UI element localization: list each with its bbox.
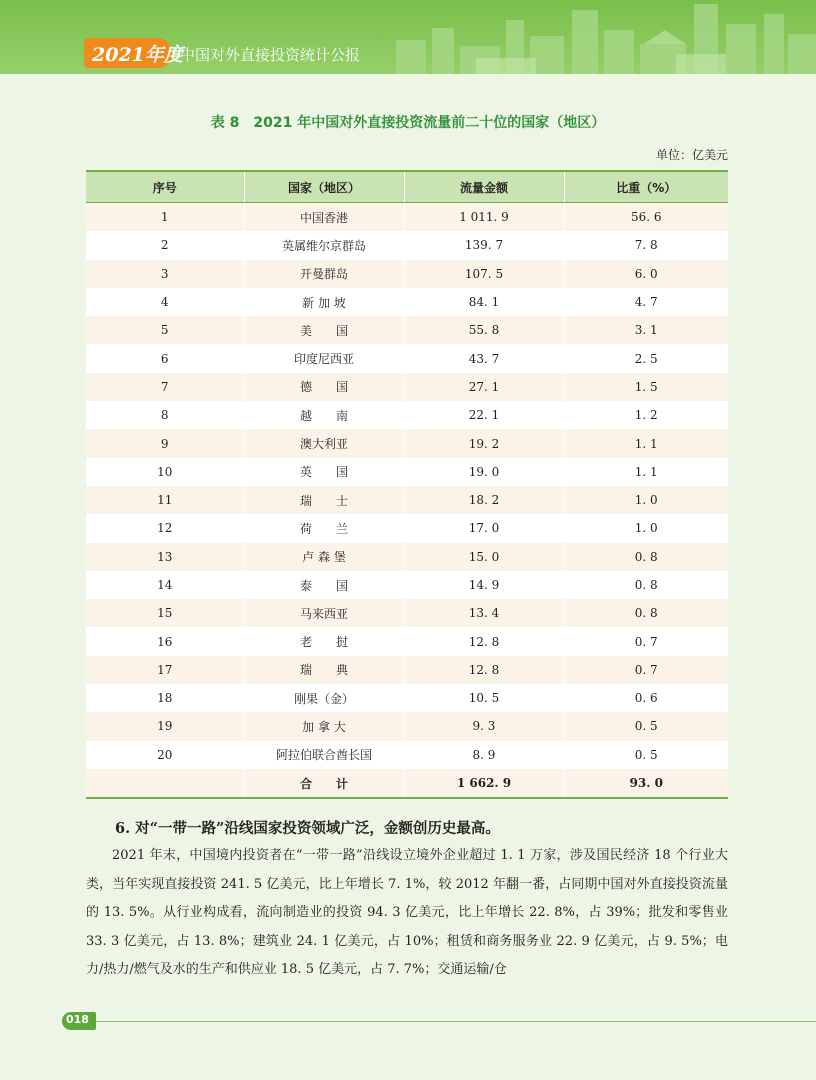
rank-cell: 2	[86, 231, 244, 259]
rank-cell: 4	[86, 288, 244, 316]
rank-cell: 11	[86, 486, 244, 514]
share-cell: 0. 8	[564, 543, 728, 571]
report-year: 2021年度	[92, 44, 183, 66]
share-cell: 7. 8	[564, 231, 728, 259]
table-row	[86, 684, 728, 712]
country-cell: 老 挝	[244, 627, 404, 655]
rank-cell: 9	[86, 429, 244, 457]
share-cell: 1. 1	[564, 458, 728, 486]
table-row	[86, 288, 728, 316]
share-cell: 0. 5	[564, 741, 728, 769]
share-cell: 0. 7	[564, 627, 728, 655]
rank-cell: 8	[86, 401, 244, 429]
table-row	[86, 429, 728, 457]
rank-cell: 1	[86, 203, 244, 232]
country-cell: 澳大利亚	[244, 429, 404, 457]
table-row	[86, 401, 728, 429]
table-row	[86, 203, 728, 232]
share-cell: 4. 7	[564, 288, 728, 316]
page-number: 018	[66, 1013, 89, 1026]
amount-cell: 12. 8	[404, 627, 564, 655]
body-paragraph: 2021 年末，中国境内投资者在“一带一路”沿线设立境外企业超过 1. 1 万家，涉及国民经济 18 个行业大类，当年实现直接投资 241. 5 亿美元，比上年增长 7. 1%，较 2012 年翻一番，占同期中国对外直接投资流量的 13. 5%。从行业构成看，流向制造业的投资 94. 3 亿美元，比上年增长 22. 8%，占 39%；批发和零售业 33. 3 亿美元，占 13. 8%；建筑业 24. 1 亿美元，占 10%；租赁和商务服务业 22. 9 亿美元，占 9. 5%；电力/热力/燃气及水的生产和供应业 18. 5 亿美元，占 7. 7%；交通运输/仓	[86, 848, 728, 977]
rank-cell: 17	[86, 656, 244, 684]
table-row	[86, 571, 728, 599]
country-cell: 开曼群岛	[244, 260, 404, 288]
country-cell: 英 国	[244, 458, 404, 486]
rank-cell: 20	[86, 741, 244, 769]
share-cell: 1. 1	[564, 429, 728, 457]
country-cell: 美 国	[244, 316, 404, 344]
rank-cell: 7	[86, 373, 244, 401]
column-header-share: 比重（%）	[564, 171, 728, 203]
share-cell: 1. 0	[564, 514, 728, 542]
table-row	[86, 627, 728, 655]
share-cell: 1. 0	[564, 486, 728, 514]
amount-cell: 107. 5	[404, 260, 564, 288]
investment-flow-table	[86, 170, 728, 799]
country-cell: 英属维尔京群岛	[244, 231, 404, 259]
section-heading: 6. 对“一带一路”沿线国家投资领域广泛，金额创历史最高。	[115, 820, 500, 837]
table-row	[86, 514, 728, 542]
country-cell: 阿拉伯联合酋长国	[244, 741, 404, 769]
amount-cell: 19. 2	[404, 429, 564, 457]
table-row	[86, 373, 728, 401]
amount-cell: 18. 2	[404, 486, 564, 514]
footer-divider	[96, 1021, 816, 1022]
rank-cell: 16	[86, 627, 244, 655]
rank-cell: 13	[86, 543, 244, 571]
country-cell: 新 加 坡	[244, 288, 404, 316]
total-amount-cell: 1 662. 9	[404, 769, 564, 798]
table-row	[86, 543, 728, 571]
country-cell: 中国香港	[244, 203, 404, 232]
table-row	[86, 712, 728, 740]
amount-cell: 139. 7	[404, 231, 564, 259]
share-cell: 0. 6	[564, 684, 728, 712]
rank-cell: 14	[86, 571, 244, 599]
share-cell: 1. 2	[564, 401, 728, 429]
share-cell: 0. 8	[564, 599, 728, 627]
table-row	[86, 344, 728, 372]
rank-cell: 19	[86, 712, 244, 740]
total-rank-cell	[86, 769, 244, 798]
country-cell: 马来西亚	[244, 599, 404, 627]
table-row	[86, 656, 728, 684]
rank-cell: 12	[86, 514, 244, 542]
share-cell: 1. 5	[564, 373, 728, 401]
share-cell: 3. 1	[564, 316, 728, 344]
country-cell: 印度尼西亚	[244, 344, 404, 372]
column-header-rank: 序号	[86, 171, 244, 203]
table-unit: 单位：亿美元	[655, 148, 728, 162]
amount-cell: 15. 0	[404, 543, 564, 571]
amount-cell: 22. 1	[404, 401, 564, 429]
table-row	[86, 260, 728, 288]
table-row	[86, 316, 728, 344]
table-header-row	[86, 171, 728, 203]
amount-cell: 9. 3	[404, 712, 564, 740]
column-header-amount: 流量金额	[404, 171, 564, 203]
country-cell: 泰 国	[244, 571, 404, 599]
amount-cell: 1 011. 9	[404, 203, 564, 232]
column-header-country: 国家（地区）	[244, 171, 404, 203]
header-banner	[0, 0, 816, 74]
country-cell: 卢 森 堡	[244, 543, 404, 571]
country-cell: 加 拿 大	[244, 712, 404, 740]
amount-cell: 27. 1	[404, 373, 564, 401]
country-cell: 德 国	[244, 373, 404, 401]
rank-cell: 6	[86, 344, 244, 372]
amount-cell: 12. 8	[404, 656, 564, 684]
amount-cell: 19. 0	[404, 458, 564, 486]
amount-cell: 17. 0	[404, 514, 564, 542]
amount-cell: 55. 8	[404, 316, 564, 344]
share-cell: 2. 5	[564, 344, 728, 372]
country-cell: 瑞 士	[244, 486, 404, 514]
amount-cell: 43. 7	[404, 344, 564, 372]
rank-cell: 3	[86, 260, 244, 288]
amount-cell: 14. 9	[404, 571, 564, 599]
total-label-cell: 合 计	[244, 769, 404, 798]
table-row	[86, 599, 728, 627]
rank-cell: 5	[86, 316, 244, 344]
share-cell: 56. 6	[564, 203, 728, 232]
table-row	[86, 458, 728, 486]
total-share-cell: 93. 0	[564, 769, 728, 798]
country-cell: 刚果（金）	[244, 684, 404, 712]
share-cell: 0. 5	[564, 712, 728, 740]
country-cell: 瑞 典	[244, 656, 404, 684]
rank-cell: 15	[86, 599, 244, 627]
share-cell: 6. 0	[564, 260, 728, 288]
table-row	[86, 486, 728, 514]
rank-cell: 18	[86, 684, 244, 712]
table-total-row	[86, 769, 728, 798]
rank-cell: 10	[86, 458, 244, 486]
report-title: 中国对外直接投资统计公报	[180, 46, 361, 64]
share-cell: 0. 7	[564, 656, 728, 684]
table-row	[86, 741, 728, 769]
table-title: 表 8 2021 年中国对外直接投资流量前二十位的国家（地区）	[210, 115, 606, 131]
amount-cell: 13. 4	[404, 599, 564, 627]
share-cell: 0. 8	[564, 571, 728, 599]
city-skyline-illustration	[376, 0, 816, 74]
country-cell: 越 南	[244, 401, 404, 429]
country-cell: 荷 兰	[244, 514, 404, 542]
table-row	[86, 231, 728, 259]
amount-cell: 8. 9	[404, 741, 564, 769]
amount-cell: 84. 1	[404, 288, 564, 316]
amount-cell: 10. 5	[404, 684, 564, 712]
